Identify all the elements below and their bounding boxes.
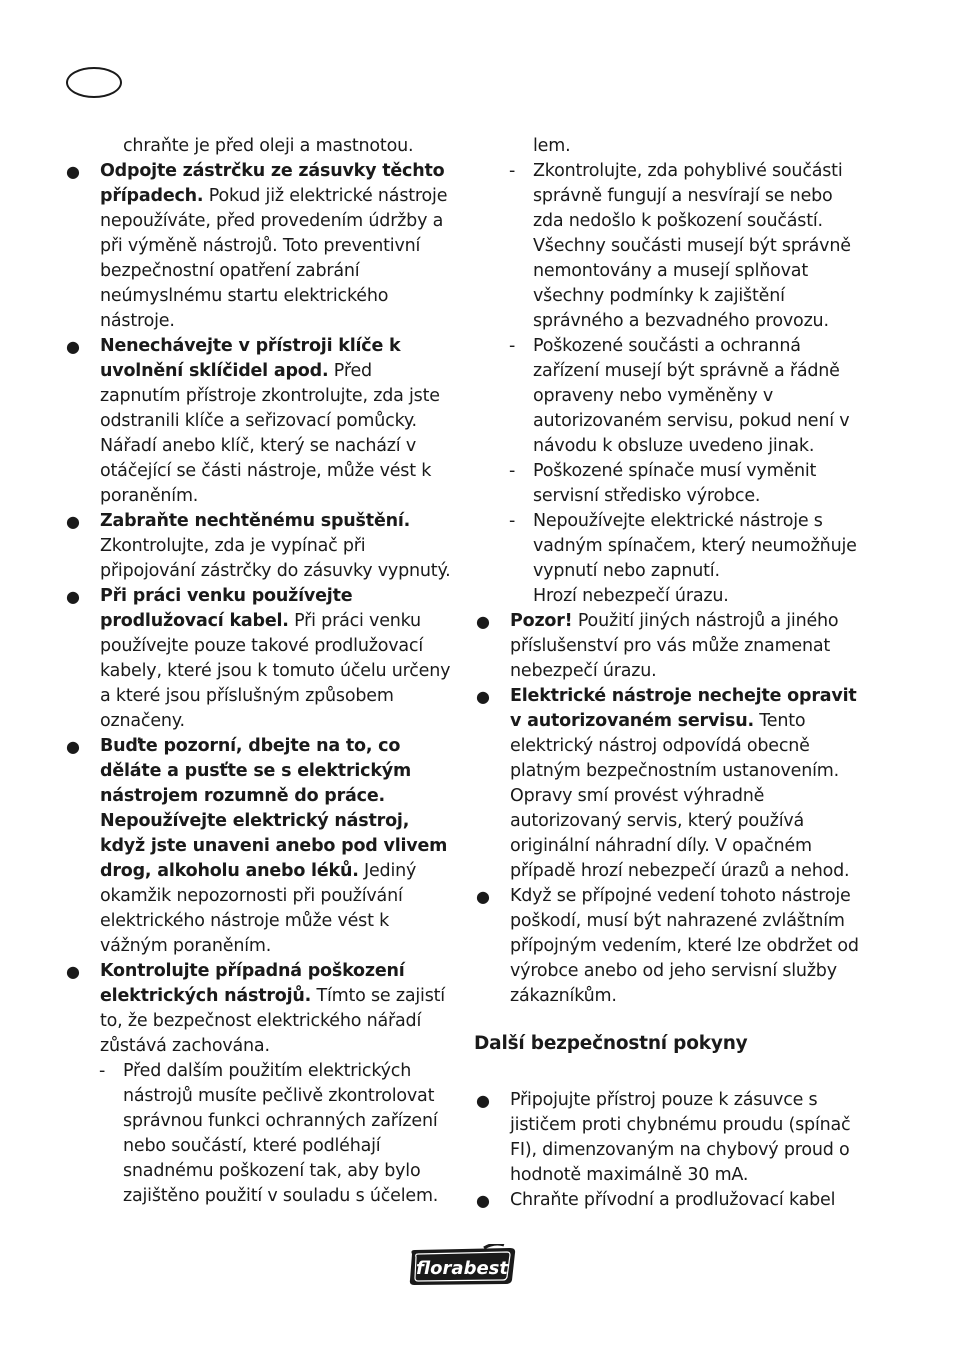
bullet-text: Pokud již elektrické nástroje nepoužíváte, před provedením údržby a při výměně nástrojů. Toto preventivní bezpečnostní opatření zabrání neúmyslnému startu elektrického nástroje. xyxy=(100,186,448,331)
bullet-icon: ● xyxy=(66,962,80,981)
bullet-item xyxy=(474,884,864,1009)
bullet-text: Jediný okamžik nepozornosti při používání elektrického nástroje může vést k vážným poraněním. xyxy=(100,861,417,956)
bullet-icon: ● xyxy=(476,1191,490,1210)
dash-icon: - xyxy=(509,461,516,481)
bullet-bold: Zabraňte nechtěnému spuštění. xyxy=(100,511,411,531)
bullet-icon: ● xyxy=(476,687,490,706)
bullet-item xyxy=(474,684,864,884)
bullet-item xyxy=(64,509,454,584)
bullet-icon: ● xyxy=(476,612,490,631)
dash-text: Poškozené spínače musí vyměnit servisní středisko výrobce. xyxy=(533,461,817,506)
bullet-icon: ● xyxy=(476,887,490,906)
bullet-icon: ● xyxy=(476,1091,490,1110)
dash-icon: - xyxy=(509,336,516,356)
bullet-icon: ● xyxy=(66,512,80,531)
bullet-item xyxy=(474,609,864,684)
bullet-icon: ● xyxy=(66,737,80,756)
dash-icon: - xyxy=(99,1061,106,1081)
warning-text: Hrozí nebezpečí úrazu. xyxy=(533,586,729,606)
logo-text: florabest xyxy=(416,1258,508,1279)
bullet-text: Před zapnutím přístroje zkontrolujte, zda jste odstranili klíče a seřizovací pomůcky. Nářadí anebo klíč, který se nachází v otáčející se části nástroje, může vést k poraněním. xyxy=(100,361,440,506)
bullet-item xyxy=(64,159,454,334)
bullet-icon: ● xyxy=(66,587,80,606)
bullet-bold: Nenechávejte v přístroji klíče k uvolnění sklíčidel apod. xyxy=(100,336,401,381)
bullet-text: Připojujte přístroj pouze k zásuvce s jističem proti chybnému proudu (spínač FI), dimenzovaným na chybový proud o hodnotě maximálně 30 mA. xyxy=(510,1090,851,1185)
bullet-icon: ● xyxy=(66,162,80,181)
dash-item xyxy=(64,1059,454,1209)
left-column xyxy=(64,134,454,1209)
bullet-bold: Při práci venku používejte prodlužovací kabel. xyxy=(100,586,353,631)
bullet-text: Tento elektrický nástroj odpovídá obecně platným bezpečnostním ustanovením. Opravy smí provést výhradně autorizovaný servis, který používá originální náhradní díly. V opačném případě hrozí nebezpečí úrazů a nehod. xyxy=(510,711,850,881)
bullet-icon: ● xyxy=(66,337,80,356)
bullet-text: Při práci venku používejte pouze takové prodlužovací kabely, které jsou k tomuto účelu určeny a které jsou příslušným způsobem označeny. xyxy=(100,611,451,731)
dash-icon: - xyxy=(509,161,516,181)
bullet-text: Tímto se zajistí to, že bezpečnost elektrického nářadí zůstává zachována. xyxy=(100,986,445,1056)
dash-text: Poškozené součásti a ochranná zařízení musejí být správně a řádně opraveny nebo vyměněny v autorizovaném servisu, pokud není v návodu k obsluze uvedeno jinak. xyxy=(533,336,850,456)
bullet-bold: Odpojte zástrčku ze zásuvky těchto případech. xyxy=(100,161,445,206)
bullet-bold: Pozor! xyxy=(510,611,573,631)
bullet-item xyxy=(64,584,454,734)
dash-item xyxy=(474,459,864,509)
bullet-bold: Elektrické nástroje nechejte opravit v autorizovaném servisu. xyxy=(510,686,857,731)
bullet-bold: Kontrolujte případná poškození elektrických nástrojů. xyxy=(100,961,405,1006)
dash-item xyxy=(474,334,864,459)
language-badge xyxy=(66,67,122,98)
dash-item xyxy=(474,509,864,584)
bullet-text: Chraňte přívodní a prodlužovací kabel xyxy=(510,1190,836,1210)
bullet-item xyxy=(474,1188,864,1213)
florabest-logo xyxy=(406,1244,518,1288)
bullet-item xyxy=(64,959,454,1059)
continuation-text: chraňte je před oleji a mastnotou. xyxy=(123,136,414,156)
dash-text: Zkontrolujte, zda pohyblivé součásti správně fungují a nesvírají se nebo zda nedošlo k poškození součástí. Všechny součásti musejí být správně nemontovány a musejí splňovat všechny podmínky k zajištění správného a bezvadného provozu. xyxy=(533,161,851,331)
dash-item xyxy=(474,159,864,334)
dash-text: Před dalším použitím elektrických nástrojů musíte pečlivě zkontrolovat správnou funkci ochranných zařízení nebo součástí, které podléhají snadnému poškození tak, aby bylo zajištěno použití v souladu s účelem. xyxy=(123,1061,439,1206)
bullet-item xyxy=(474,1088,864,1188)
dash-icon: - xyxy=(509,511,516,531)
section-title: Další bezpečnostní pokyny xyxy=(474,1033,748,1054)
bullet-bold: Buďte pozorní, dbejte na to, co děláte a pusťte se s elektrickým nástrojem rozumně do práce. Nepoužívejte elektrický nástroj, když jste unaveni anebo pod vlivem drog, alkoholu anebo léků. xyxy=(100,736,448,881)
bullet-item xyxy=(64,334,454,509)
dash-text: Nepoužívejte elektrické nástroje s vadným spínačem, který neumožňuje vypnutí nebo zapnutí. xyxy=(533,511,857,581)
continuation-text: lem. xyxy=(533,136,571,156)
bullet-text: Zkontrolujte, zda je vypínač při připojování zástrčky do zásuvky vypnutý. xyxy=(100,536,451,581)
bullet-item xyxy=(64,734,454,959)
bullet-text: Použití jiných nástrojů a jiného příslušenství pro vás může znamenat nebezpečí úrazu. xyxy=(510,611,839,681)
bullet-text: Když se přípojné vedení tohoto nástroje poškodí, musí být nahrazené zvláštním přípojným vedením, které lze obdržet od výrobce anebo od jeho servisní služby zákazníkům. xyxy=(510,886,859,1006)
right-column xyxy=(474,134,864,1213)
